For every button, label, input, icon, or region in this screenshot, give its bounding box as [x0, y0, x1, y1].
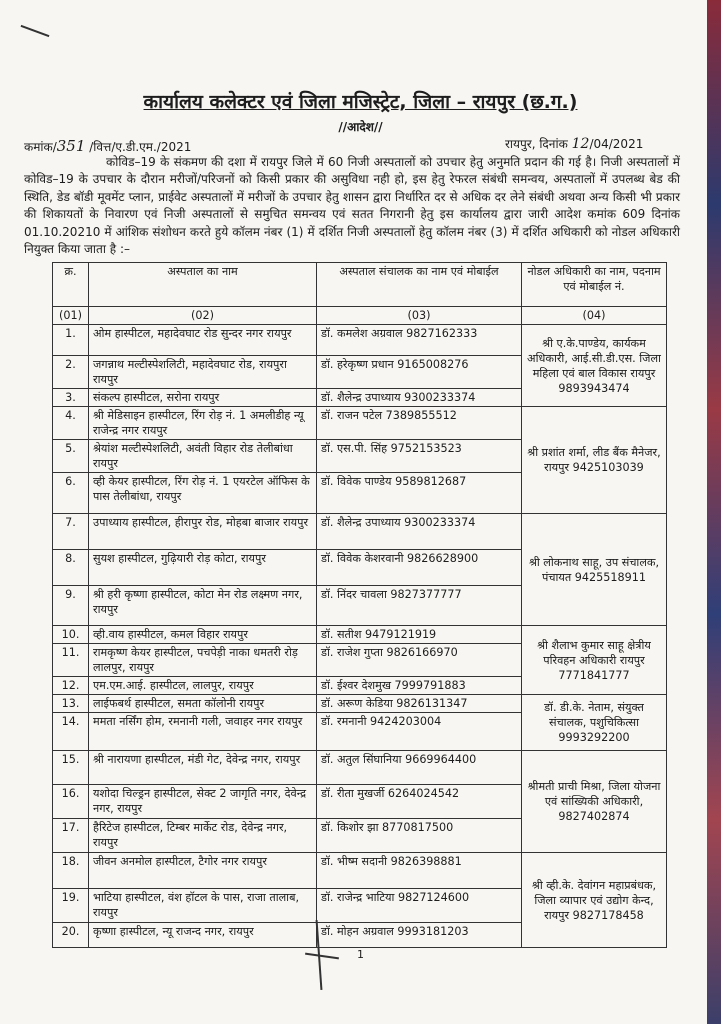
- header-sr: क्र.: [53, 263, 89, 307]
- table-row: [53, 751, 667, 785]
- director-name-mobile: डॉ. अरूण केडिया 9826131347: [317, 695, 522, 713]
- director-name-mobile: डॉ. रमनानी 9424203004: [317, 713, 522, 751]
- order-label: //आदेश//: [338, 120, 383, 134]
- hospital-name: जीवन अनमोल हास्पीटल, टैगोर नगर रायपुर: [89, 853, 317, 889]
- serial-number: 9.: [53, 586, 89, 626]
- serial-number: 15.: [53, 751, 89, 785]
- ref-prefix: कमांक/: [24, 140, 57, 154]
- nodal-officer: श्री लोकनाथ साहू, उप संचालक, पंचायत 9425518911: [522, 514, 667, 626]
- hospital-name: ममता नर्सिंग होम, रमनानी गली, जवाहर नगर रायपुर: [89, 713, 317, 751]
- hospital-name: व्ही.वाय हास्पीटल, कमल विहार रायपुर: [89, 626, 317, 644]
- director-name-mobile: डॉ. कमलेश अग्रवाल 9827162333: [317, 325, 522, 356]
- hospital-name: श्रेयांश मल्टीस्पेशलिटी, अवंती विहार रोड तेलीबांधा रायपुर: [89, 440, 317, 473]
- serial-number: 14.: [53, 713, 89, 751]
- column-number-row: [53, 307, 667, 325]
- serial-number: 1.: [53, 325, 89, 356]
- office-title: कार्यालय कलेक्टर एवं जिला मजिस्ट्रेट, जिला – रायपुर (छ.ग.): [143, 91, 578, 113]
- table-row: [53, 853, 667, 889]
- director-name-mobile: डॉ. किशोर झा 8770817500: [317, 819, 522, 853]
- date-prefix: रायपुर, दिनांक: [505, 137, 572, 151]
- director-name-mobile: डॉ. राजन पटेल 7389855512: [317, 407, 522, 440]
- director-name-mobile: डॉ. विवेक केशरवानी 9826628900: [317, 550, 522, 586]
- header-hospital: अस्पताल का नाम: [89, 263, 317, 307]
- serial-number: 6.: [53, 473, 89, 514]
- table-header-row: [53, 263, 667, 307]
- nodal-officer: श्री ए.के.पाण्डेय, कार्यकम अधिकारी, आई.सी.डी.एस. जिला महिला एवं बाल विकास रायपुर 9893943474: [522, 325, 667, 407]
- nodal-officer-table: [52, 262, 667, 948]
- serial-number: 4.: [53, 407, 89, 440]
- serial-number: 3.: [53, 389, 89, 407]
- serial-number: 10.: [53, 626, 89, 644]
- reference-number: [24, 137, 191, 155]
- scan-edge: [707, 0, 721, 1024]
- serial-number: 18.: [53, 853, 89, 889]
- table-row: [53, 626, 667, 644]
- hospital-name: श्री मेडिसाइन हास्पीटल, रिंग रोड़ नं. 1 अमलीडीह न्यू राजेन्द्र नगर रायपुर: [89, 407, 317, 440]
- table-body: [53, 325, 667, 948]
- serial-number: 7.: [53, 514, 89, 550]
- col-number: (02): [89, 307, 317, 325]
- ref-number-handwritten: 351: [56, 137, 86, 155]
- serial-number: 8.: [53, 550, 89, 586]
- director-name-mobile: डॉ. अतुल सिंघानिया 9669964400: [317, 751, 522, 785]
- pen-mark: [21, 25, 50, 37]
- director-name-mobile: डॉ. शैलेन्द्र उपाध्याय 9300233374: [317, 389, 522, 407]
- director-name-mobile: डॉ. राजेश गुप्ता 9826166970: [317, 644, 522, 677]
- nodal-officer: डॉ. डी.के. नेताम, संयुक्त संचालक, पशुचिकित्सा 9993292200: [522, 695, 667, 751]
- hospital-name: श्री हरी कृष्णा हास्पीटल, कोटा मेन रोड लक्ष्मण नगर, रायपुर: [89, 586, 317, 626]
- director-name-mobile: डॉ. हरेकृष्ण प्रधान 9165008276: [317, 356, 522, 389]
- body-paragraph: कोविड–19 के संकमण की दशा में रायपुर जिले में 60 निजी अस्पतालों को उपचार हेतु अनुमति प्रदान की गई है। निजी अस्पतालों में कोविड–19 के उपचार के दौरान मरीजों/परिजनों को किसी प्रकार की असुविधा नही हो, इस हेतु रेफरल संबंधी समन्वय, अस्पतालों में उपलब्ध बेड की स्थिति, डेड बॉडी मूवमेंट प्लान, प्राईवेट अस्पतालों में मरीजों के उपचार हेतु शासन द्वारा निर्धारित दर से अधिक दर लेने संबंधी अथवा अन्य किसी भी प्रकार की शिकायतों के निवारण एवं निजी अस्पतालों से समुचित समन्वय एवं सतत निगरानी हेतु इस कार्यालय द्वारा जारी आदेश कमांक 609 दिनांक 01.10.20210 में आंशिक संशोधन करते हुये कॉलम नंबर (1) में दर्शित निजी अस्पतालों हेतु कॉलम नंबर (3) में दर्शित अधिकारी को नोडल अधिकारी नियुक्त किया जाता है :–: [24, 155, 680, 257]
- col-number: (03): [317, 307, 522, 325]
- serial-number: 11.: [53, 644, 89, 677]
- nodal-officer: श्री व्ही.के. देवांगन महाप्रबंधक, जिला व्यापार एवं उद्योग केन्द, रायपुर 9827178458: [522, 853, 667, 948]
- table-row: [53, 695, 667, 713]
- hospital-name: संकल्प हास्पीटल, सरोना रायपुर: [89, 389, 317, 407]
- table-row: [53, 325, 667, 356]
- serial-number: 19.: [53, 889, 89, 923]
- serial-number: 17.: [53, 819, 89, 853]
- director-name-mobile: डॉ. निंदर चावला 9827377777: [317, 586, 522, 626]
- director-name-mobile: डॉ. मोहन अग्रवाल 9993181203: [317, 923, 522, 948]
- nodal-officer: श्री प्रशांत शर्मा, लीड बैंक मैनेजर, रायपुर 9425103039: [522, 407, 667, 514]
- hospital-name: जगन्नाथ मल्टीस्पेशलिटी, महादेवघाट रोड, रायपुरा रायपुर: [89, 356, 317, 389]
- hospital-name: श्री नारायणा हास्पीटल, मंडी गेट, देवेन्द्र नगर, रायपुर: [89, 751, 317, 785]
- director-name-mobile: डॉ. एस.पी. सिंह 9752153523: [317, 440, 522, 473]
- hospital-name: सुयश हास्पीटल, गुढ़ियारी रोड़ कोटा, रायपुर: [89, 550, 317, 586]
- col-number: (04): [522, 307, 667, 325]
- director-name-mobile: डॉ. राजेन्द्र भाटिया 9827124600: [317, 889, 522, 923]
- header-nodal: नोडल अधिकारी का नाम, पदनाम एवं मोबाईल नं.: [522, 263, 667, 307]
- header-director: अस्पताल संचालक का नाम एवं मोबाईल: [317, 263, 522, 307]
- serial-number: 2.: [53, 356, 89, 389]
- director-name-mobile: डॉ. ईश्वर देशमुख 7999791883: [317, 677, 522, 695]
- hospital-name: भाटिया हास्पीटल, वंश हॉटल के पास, राजा तालाब, रायपुर: [89, 889, 317, 923]
- serial-number: 20.: [53, 923, 89, 948]
- director-name-mobile: डॉ. विवेक पाण्डेय 9589812687: [317, 473, 522, 514]
- date-day-handwritten: 12: [571, 136, 590, 152]
- table-row: [53, 514, 667, 550]
- hospital-name: लाईफबर्थ हास्पीटल, समता कॉलोनी रायपुर: [89, 695, 317, 713]
- hospital-name: रामकृष्ण केयर हास्पीटल, पचपेड़ी नाका धमतरी रोड़ लालपुर, रायपुर: [89, 644, 317, 677]
- hospital-name: यशोदा चिल्ड्रन हास्पीटल, सेक्ट 2 जागृति नगर, देवेन्द्र नगर, रायपुर: [89, 785, 317, 819]
- serial-number: 5.: [53, 440, 89, 473]
- date-suffix: /04/2021: [589, 137, 644, 151]
- serial-number: 12.: [53, 677, 89, 695]
- director-name-mobile: डॉ. शैलेन्द्र उपाध्याय 9300233374: [317, 514, 522, 550]
- page-number: 1: [357, 948, 364, 961]
- nodal-officer: श्री शैलाभ कुमार साहू क्षेत्रीय परिवहन अधिकारी रायपुर 7771841777: [522, 626, 667, 695]
- nodal-officer: श्रीमती प्राची मिश्रा, जिला योजना एवं सांख्यिकी अधिकारी, 9827402874: [522, 751, 667, 853]
- ref-suffix: /वित्त/ए.डी.एम./2021: [85, 140, 192, 154]
- hospital-name: हैरिटेज हास्पीटल, टिम्बर मार्केट रोड, देवेन्द्र नगर, रायपुर: [89, 819, 317, 853]
- order-date: [505, 135, 643, 152]
- hospital-name: उपाध्याय हास्पीटल, हीरापुर रोड, मोहबा बाजार रायपुर: [89, 514, 317, 550]
- director-name-mobile: डॉ. रीता मुखर्जी 6264024542: [317, 785, 522, 819]
- hospital-name: एम.एम.आई. हास्पीटल, लालपुर, रायपुर: [89, 677, 317, 695]
- hospital-name: ओम हास्पीटल, महादेवघाट रोड सुन्दर नगर रायपुर: [89, 325, 317, 356]
- hospital-name: कृष्णा हास्पीटल, न्यू राजन्द नगर, रायपुर: [89, 923, 317, 948]
- col-number: (01): [53, 307, 89, 325]
- director-name-mobile: डॉ. भीष्म सदानी 9826398881: [317, 853, 522, 889]
- director-name-mobile: डॉ. सतीश 9479121919: [317, 626, 522, 644]
- serial-number: 13.: [53, 695, 89, 713]
- hospital-name: व्ही केयर हास्पीटल, रिंग रोड़ नं. 1 एयरटेल ऑफिस के पास तेलीबांधा, रायपुर: [89, 473, 317, 514]
- table-row: [53, 407, 667, 440]
- serial-number: 16.: [53, 785, 89, 819]
